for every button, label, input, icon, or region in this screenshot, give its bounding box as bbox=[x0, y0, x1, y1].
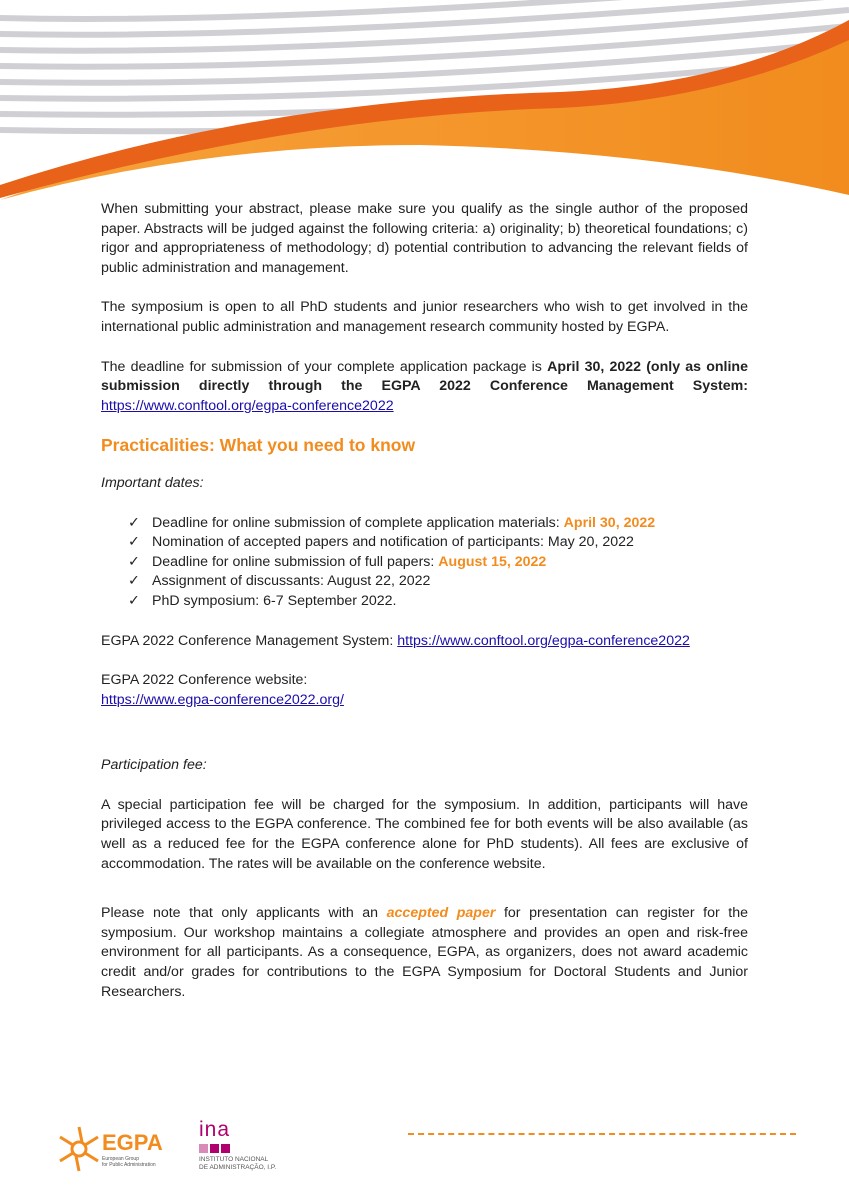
accepted-paper-highlight: accepted paper bbox=[386, 905, 496, 922]
list-item: ✓ Deadline for online submission of full papers: August 15, 2022 bbox=[128, 553, 748, 573]
important-dates-label: Important dates: bbox=[101, 474, 204, 491]
ina-sub-line2: DE ADMINISTRAÇÃO, I.P. bbox=[199, 1164, 277, 1171]
egpa-name: EGPA bbox=[102, 1130, 163, 1155]
intro-paragraph: When submitting your abstract, please make sure you qualify as the single author of the proposed paper. Abstracts will be judged against the following criteria: a) originality; b) theoretical foundations; c) rigor and appropriateness of methodology; d) potential contribution to advancing the relevant fields of public administration and management. bbox=[101, 201, 748, 276]
dates-list bbox=[101, 514, 748, 612]
website-label: EGPA 2022 Conference website: bbox=[101, 672, 308, 689]
cms-label: EGPA 2022 Conference Management System: bbox=[101, 632, 398, 649]
open-paragraph: The symposium is open to all PhD students and junior researchers who wish to get involved in the international public administration and management research community hosted by EGPA. bbox=[101, 299, 748, 335]
check-icon: ✓ bbox=[128, 514, 140, 531]
fee-paragraph: A special participation fee will be charged for the symposium. In addition, participants will have privileged access to the EGPA conference. The combined fee for both events will be also available (as well as a reduced fee for the EGPA conference alone for PhD students). All fees are exclusive of accommodation. The rates will be available on the conference website. bbox=[101, 796, 748, 872]
list-item: ✓ Nomination of accepted papers and notification of participants: May 20, 2022 bbox=[128, 533, 748, 553]
egpa-star-icon bbox=[58, 1123, 100, 1175]
website-block bbox=[101, 671, 748, 710]
deadline-lead: The deadline for submission of your complete application package is bbox=[101, 358, 548, 375]
fee-label: Participation fee: bbox=[101, 757, 207, 774]
egpa-sub-line1: European Group bbox=[102, 1156, 139, 1162]
footer-dashed-line bbox=[408, 1133, 796, 1135]
check-icon: ✓ bbox=[128, 573, 140, 590]
egpa-sub-line2: for Public Administration bbox=[102, 1162, 156, 1168]
check-icon: ✓ bbox=[128, 534, 140, 551]
list-item: ✓ Deadline for online submission of complete application materials: April 30, 2022 bbox=[128, 514, 748, 534]
deadline-bold: April 30, 2022 (only as online submission directly through the EGPA 2022 Conference Management System: bbox=[101, 358, 748, 395]
deadline-link[interactable]: https://www.conftool.org/egpa-conference2022 bbox=[101, 397, 394, 414]
header-banner bbox=[0, 0, 849, 210]
section-title: Practicalities: What you need to know bbox=[101, 435, 416, 456]
cms-line bbox=[101, 632, 748, 652]
footer-logos bbox=[58, 1118, 318, 1188]
document-body bbox=[101, 200, 748, 1022]
list-item: ✓ Assignment of discussants: August 22, 2022 bbox=[128, 572, 748, 592]
list-item: ✓ PhD symposium: 6-7 September 2022. bbox=[128, 592, 748, 612]
ina-name: ina bbox=[199, 1118, 231, 1141]
check-icon: ✓ bbox=[128, 592, 140, 609]
deadline-paragraph bbox=[101, 358, 748, 417]
website-link[interactable]: https://www.egpa-conference2022.org/ bbox=[101, 691, 344, 708]
cms-link[interactable]: https://www.conftool.org/egpa-conference2022 bbox=[397, 632, 690, 649]
check-icon: ✓ bbox=[128, 553, 140, 570]
ina-sub-line1: INSTITUTO NACIONAL bbox=[199, 1156, 269, 1163]
note-paragraph: Please note that only applicants with an accepted paper for presentation can register for the symposium. Our workshop maintains a collegiate atmosphere and provides an open and risk-free environment for all participants. As a consequence, EGPA, as organizers, does not award academic credit and/or grades for contributions to the EGPA Symposium for Doctoral Students and Junior Researchers. bbox=[101, 905, 748, 1000]
ina-logo bbox=[199, 1118, 276, 1172]
ina-squares-icon bbox=[199, 1144, 276, 1153]
